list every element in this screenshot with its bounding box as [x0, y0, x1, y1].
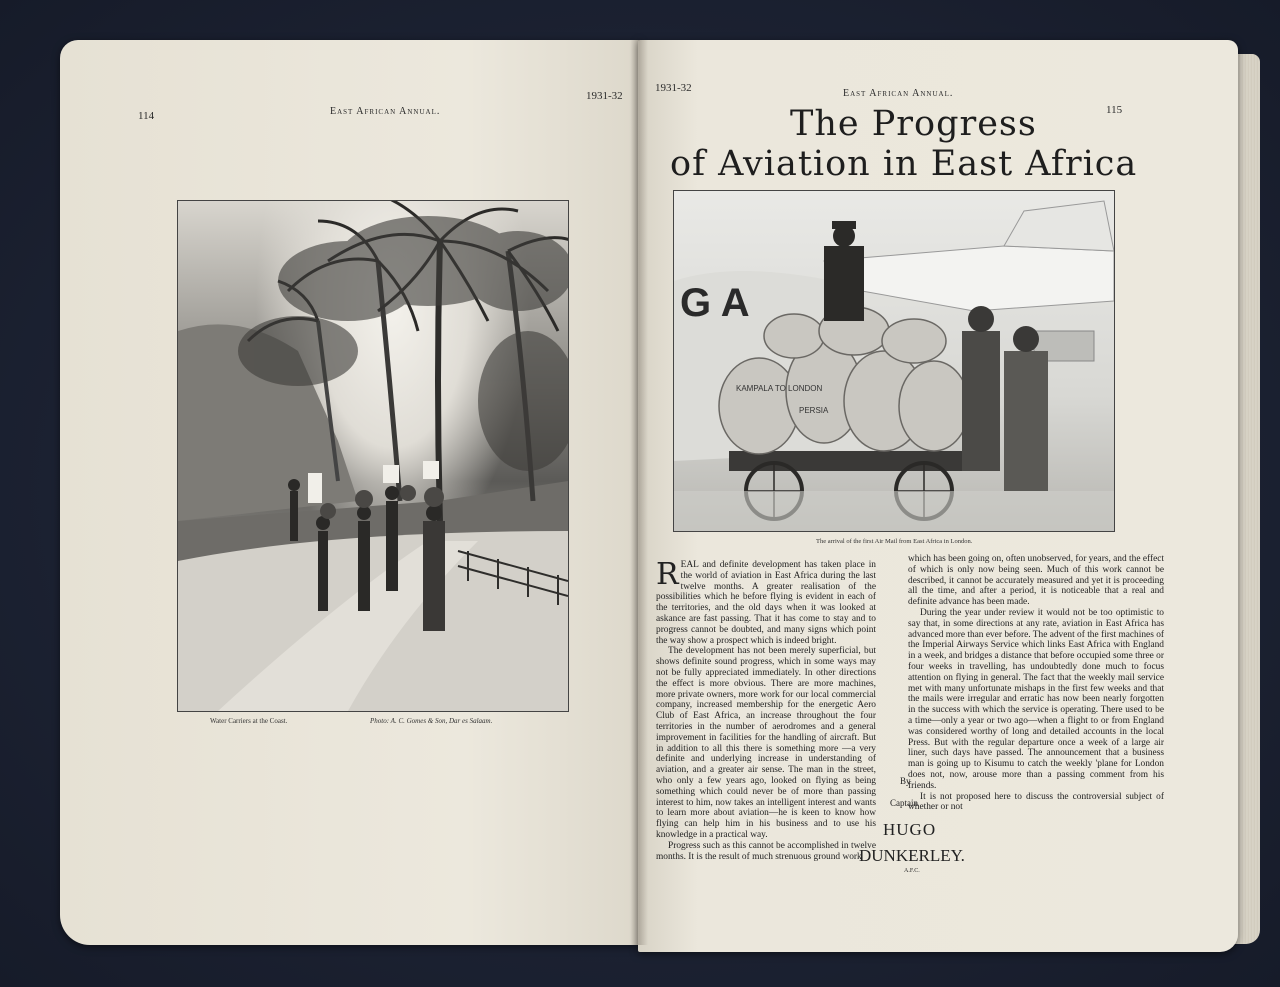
left-photo-credit: Photo: A. C. Gomes & Son, Dar es Salaam.: [370, 717, 493, 725]
right-running-head: East African Annual.: [843, 88, 954, 99]
byline-surname: DUNKERLEY.: [859, 846, 965, 865]
byline-first-name: HUGO: [883, 820, 937, 839]
magazine-spread: [60, 40, 1260, 960]
article-title-line1: The Progress: [790, 104, 1037, 144]
right-page: [638, 40, 1238, 952]
col2-paragraph-3: It is not proposed here to discuss the controversial subject of whether or not: [908, 791, 1164, 813]
article-column-1: [656, 560, 876, 880]
left-photo-caption: Water Carriers at the Coast.: [210, 717, 288, 725]
article-title-line2: of Aviation in East Africa: [670, 144, 1138, 184]
article-column-2: [908, 554, 1164, 874]
left-page-number: 114: [138, 110, 155, 122]
col1-paragraph-2: The development has not been merely superficial, but shows definite sound progress, which in some ways may not be fully appreciated immediately. In other directions the effect is more obvious. There are more machines, more private owners, more work for our local commercial company, increased membership for the energetic Aero Club of East Africa, an increase throughout the four territories in the number of aerodromes and a general improvement in facilities for the handling of aircraft. But in addition to all this there is something more —a very definite and underlying increase in understanding of aviation, and a greater air sense. The man in the street, who only a few years ago, looked on flying as being something which could never be of more than passing interest to him, now takes an intelligent interest and wants to learn more about aviation—he is keen to know how flying can help him in his business and to use his knowledge in a practical way.: [656, 646, 876, 840]
right-year: 1931-32: [655, 82, 692, 94]
left-page: [60, 40, 640, 945]
mail-bag-label-persia: PERSIA: [799, 406, 829, 415]
svg-text:G A: G A: [680, 281, 750, 325]
air-mail-photo: [673, 190, 1115, 532]
right-photo-caption: The arrival of the first Air Mail from East Africa in London.: [816, 538, 973, 545]
left-year: 1931-32: [586, 90, 623, 102]
book-gutter: [630, 40, 648, 945]
byline-honours: A.F.C.: [904, 868, 920, 874]
byline-by: By: [900, 776, 911, 786]
palm-scene-illustration: [178, 201, 568, 711]
drop-cap: R: [656, 560, 679, 592]
col2-paragraph-2: During the year under review it would not be too optimistic to say that, in some directions at any rate, aviation in East Africa has advanced more than ever before. The advent of the first machines of the Imperial Airways Service which links East Africa with England in a week, and bridges a distance that before occupied some three or four weeks in travelling, has undoubtedly done much to focus attention on flying in general. The fact that the weekly mail service met with many unfortunate mishaps in the first few weeks and that the mails were irregular and erratic has now been nearly forgotten in the success with which the service is operating. There used to be a time—only a year or two ago—when a flight to or from England was considered worthy of long and detailed accounts in the local Press. But with the regular departure once a week of a large air liner, such days have passed. The announcement that a business man is going up to Kisumu to catch the weekly 'plane for London does not, now, arouse more than a passing comment from his friends.: [908, 607, 1164, 791]
right-page-number: 115: [1106, 104, 1123, 116]
water-carriers-photo: [177, 200, 569, 712]
left-running-head: East African Annual.: [330, 106, 441, 117]
air-mail-illustration: [674, 191, 1114, 531]
mail-bag-label-kampala: KAMPALA TO LONDON: [736, 384, 823, 393]
page-edges: [1235, 54, 1260, 944]
col1-paragraph-1: EAL and definite development has taken place in the world of aviation in East Africa during the last twelve months. A greater realisation of the possibilities which he before flying is evident in each of the territories, and the old days when it was looked at askance are fast passing. That it has come to stay and to progress cannot be doubted, and many signs which point the way show a prospect which is indeed bright.: [656, 560, 876, 646]
col2-paragraph-1: which has been going on, often unobserved, for years, and the effect of which is only now being seen. Much of this work cannot be described, it cannot be accurately measured and yet it is proceeding all the time, and after a period, it is noticeable that a real and definite advance has been made.: [908, 554, 1164, 608]
byline-rank: Captain: [890, 798, 918, 808]
col1-paragraph-3: Progress such as this cannot be accomplished in twelve months. It is the result of much strenuous ground work: [656, 840, 876, 862]
